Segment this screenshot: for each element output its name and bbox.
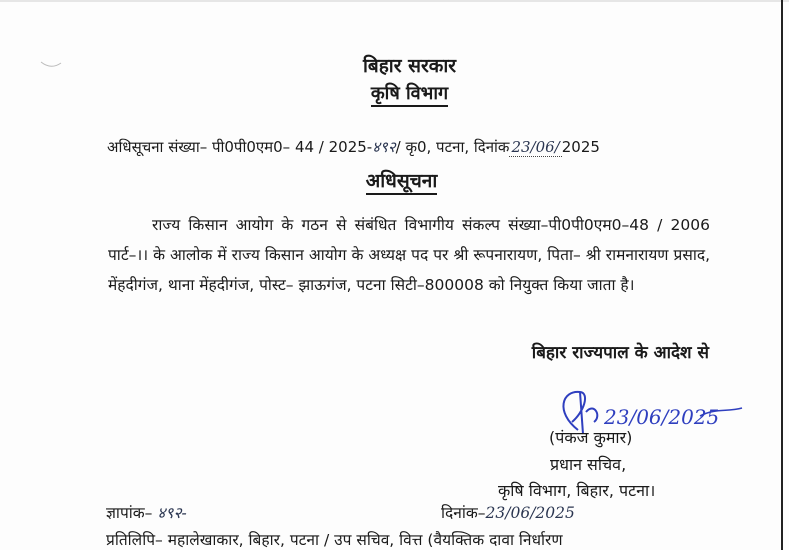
page-top-edge	[0, 0, 789, 2]
department-title-text: कृषि विभाग	[371, 83, 448, 107]
memo-date-handwritten: 23/06/2025	[485, 504, 575, 522]
notification-ref-mid: / कृ0, पटना, दिनांक	[395, 138, 510, 156]
memo-date	[441, 506, 575, 522]
notification-body	[108, 210, 710, 300]
signatory-name: (पंकज कुमार)	[549, 428, 633, 447]
notification-heading	[0, 172, 789, 191]
copy-distribution-line: प्रतिलिपि– महालेखाकार, बिहार, पटना / उप सचिव, वित्त (वैयक्तिक दावा निर्धारण	[106, 531, 563, 549]
signature-scribble: 23/06/2025	[604, 405, 720, 429]
notification-year: 2025	[561, 138, 600, 156]
notification-ref-prefix: अधिसूचना संख्या– पी0पी0एम0– 44 / 2025-	[107, 138, 373, 156]
signatory-department: कृषि विभाग, बिहार, पटना।	[498, 481, 656, 500]
notification-heading-text: अधिसूचना	[366, 170, 438, 195]
notification-reference	[107, 140, 600, 155]
memo-number	[106, 506, 187, 522]
notification-number-handwritten: ४९२	[372, 138, 396, 156]
memo-number-label: ज्ञापांक–	[106, 504, 153, 522]
page-right-edge	[781, 0, 783, 550]
body-paragraph-text: राज्य किसान आयोग के गठन से संबंधित विभागीय संकल्प संख्या–पी0पी0एम0–48 / 2006 पार्ट–।। के आलोक में राज्य किसान आयोग के अध्यक्ष पद पर श्री रूपनारायण, पिता– श्री रामनारायण प्रसाद, मेंहदीगंज, थाना मेंहदीगंज, पोस्ट– झाऊगंज, पटना सिटी–800008 को नियुक्त किया जाता है।	[108, 216, 710, 294]
governor-order-line: बिहार राज्यपाल के आदेश से	[531, 343, 709, 363]
government-title: बिहार सरकार	[362, 55, 457, 77]
signatory-designation: प्रधान सचिव,	[550, 455, 627, 474]
memo-date-label: दिनांक–	[441, 504, 486, 522]
department-title	[0, 85, 789, 103]
notification-date-handwritten: 23/06/	[511, 138, 560, 156]
memo-number-handwritten: ४९२-	[157, 504, 187, 522]
